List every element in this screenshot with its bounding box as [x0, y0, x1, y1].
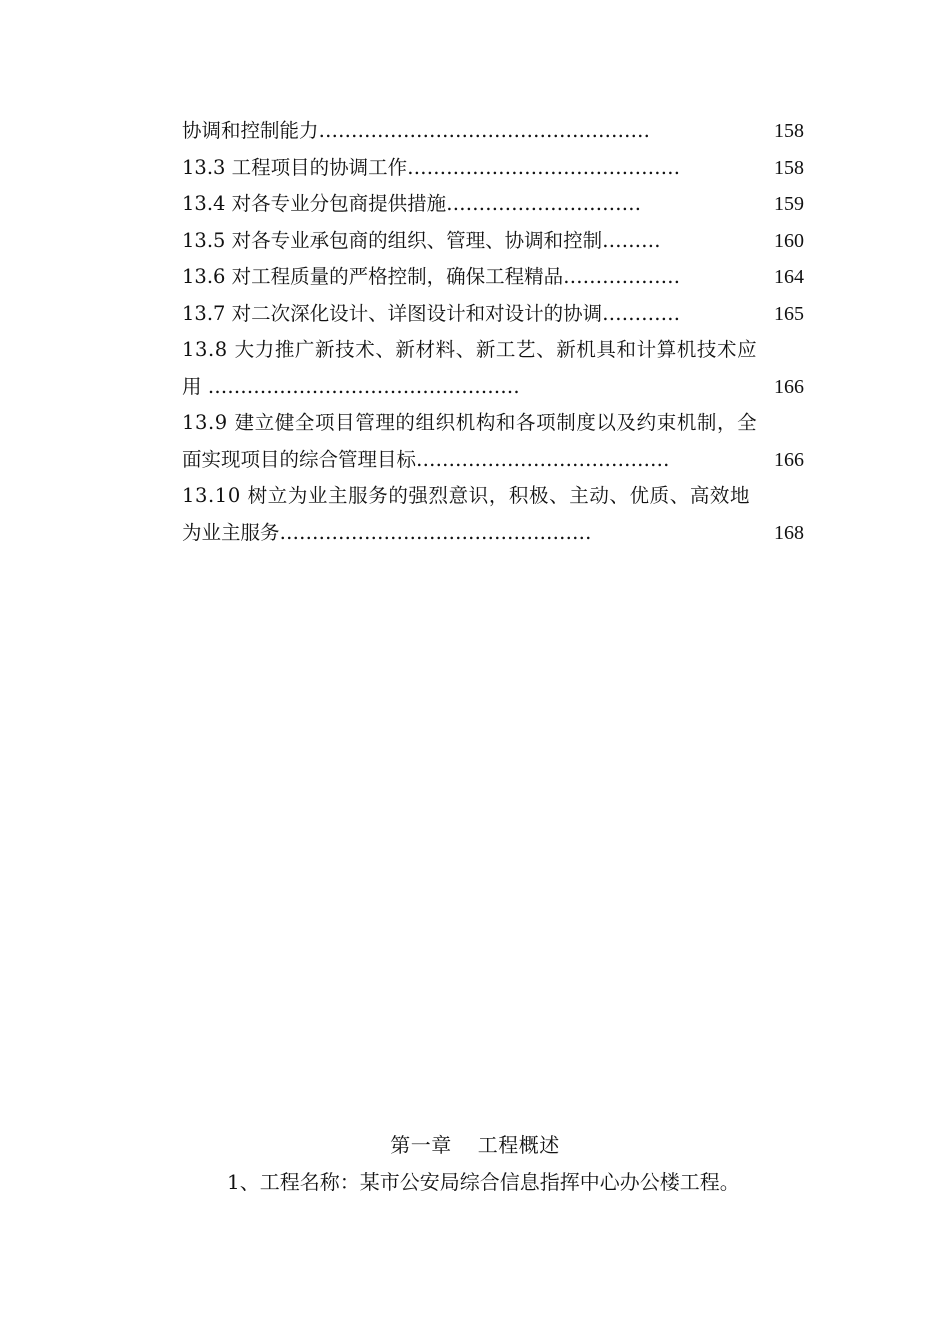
toc-entry-text: 13.8 大力推广新技术、新材料、新工艺、新机具和计算机技术应: [182, 338, 758, 361]
toc-entry[interactable]: [182, 150, 827, 187]
toc-entry-text: 为业主服务…………………………………………: [182, 520, 592, 544]
toc-entry-text: 13.6 对工程质量的严格控制，确保工程精品………………: [182, 265, 681, 288]
toc-page-number: 164: [774, 266, 804, 288]
toc-page-number: 165: [774, 302, 804, 325]
toc-entry[interactable]: [182, 515, 827, 552]
toc-entry-text: 协调和控制能力……………………………………………: [182, 119, 651, 142]
toc-entry[interactable]: [182, 332, 827, 369]
toc-entry-text: 13.10 树立为业主服务的强烈意识，积极、主动、优质、高效地: [182, 484, 751, 507]
toc-entry-text: 面实现项目的综合管理目标…………………………………: [182, 447, 670, 471]
toc-entry-text: 用 …………………………………………: [182, 374, 520, 398]
toc-entry[interactable]: [182, 113, 827, 150]
project-name-paragraph: 1、工程名称：某市公安局综合信息指挥中心办公楼工程。: [227, 1170, 740, 1194]
toc-entry-text: 13.9 建立健全项目管理的组织机构和各项制度以及约束机制，全: [182, 411, 758, 434]
toc-entry-text: 13.4 对各专业分包商提供措施…………………………: [182, 192, 642, 215]
toc-page-number: 158: [774, 120, 804, 142]
toc-page-number: 166: [774, 375, 804, 398]
chapter-title: 工程概述: [477, 1133, 560, 1157]
toc-entry-text: 13.7 对二次深化设计、详图设计和对设计的协调…………: [182, 301, 681, 325]
toc-entry[interactable]: [182, 405, 827, 442]
toc-entry[interactable]: [182, 259, 827, 296]
toc-page-number: 158: [774, 156, 804, 179]
toc-page-number: 168: [774, 521, 804, 544]
toc-page-number: 159: [774, 193, 804, 215]
toc-page-number: 166: [774, 448, 804, 471]
toc-entry[interactable]: [182, 442, 827, 479]
chapter-heading: [0, 1127, 950, 1163]
toc-entry[interactable]: [182, 186, 827, 223]
toc-entry[interactable]: [182, 223, 827, 260]
toc-entry[interactable]: [182, 369, 827, 406]
toc-entry[interactable]: [182, 478, 827, 515]
chapter-number: 第一章: [390, 1133, 452, 1157]
table-of-contents: [182, 113, 827, 551]
toc-page-number: 160: [774, 229, 804, 252]
toc-entry[interactable]: [182, 296, 827, 333]
toc-entry-text: 13.5 对各专业承包商的组织、管理、协调和控制………: [182, 228, 661, 252]
toc-entry-text: 13.3 工程项目的协调工作……………………………………: [182, 155, 681, 179]
